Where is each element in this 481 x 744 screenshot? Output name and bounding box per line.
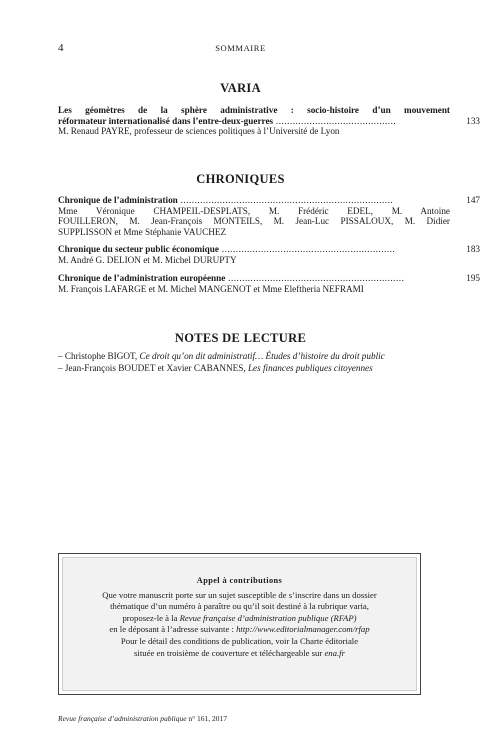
entry-authors: FOUILLERON, M. Jean-François MONTEILS, M. Jean-Luc PISSALOUX, M. Didier	[58, 216, 450, 227]
running-header: SOMMAIRE	[215, 43, 266, 53]
entry-title-line: Les géomètres de la sphère administrative : socio-histoire d’un mouvement	[58, 105, 450, 115]
toc-entry-chronique-europeenne[interactable]	[58, 273, 480, 294]
toc-entry-varia[interactable]	[58, 105, 480, 137]
entry-page-number: 183	[466, 244, 480, 254]
dot-leader: ...........................................	[273, 115, 397, 126]
note-work: Les finances publiques citoyennes	[247, 363, 373, 374]
page-number: 4	[58, 42, 64, 54]
entry-title: Chronique de l’administration européenne ............................................................... 195	[58, 273, 480, 283]
entry-page-number: 133	[466, 115, 480, 126]
note-author: – Christophe BIGOT,	[58, 351, 140, 361]
entry-title: Chronique du secteur public économique .............................................................. 183	[58, 244, 480, 254]
note-work: Ce droit qu’on dit administratif… Études d’histoire du droit public	[139, 351, 385, 361]
note-item[interactable]	[58, 362, 458, 374]
callout-line: thématique d’un numéro à paraître ou qu’il soit destiné à la rubrique varia,	[110, 601, 369, 612]
submission-link[interactable]: http://www.editorialmanager.com/rfap	[236, 624, 370, 635]
website-link[interactable]: ena.fr	[324, 647, 345, 658]
callout-heading: Appel à contributions	[196, 576, 283, 585]
entry-authors: M. François LAFARGE et M. Michel MANGENOT et Mme Eleftheria NEFRAMI	[58, 283, 364, 294]
section-heading-notes: NOTES DE LECTURE	[174, 331, 307, 345]
dot-leader: ...............................................................	[225, 273, 405, 283]
entry-page-number: 147	[466, 195, 480, 205]
toc-entry-chronique-secteur-public[interactable]	[58, 244, 480, 265]
entry-authors: M. André G. DELION et M. Michel DURUPTY	[58, 254, 237, 265]
call-for-contributions	[62, 557, 417, 691]
callout-line: Pour le détail des conditions de publication, voir la Charte éditoriale	[120, 635, 359, 646]
entry-author: M. Renaud PAYRE, professeur de sciences politiques à l’Université de Lyon	[58, 126, 340, 137]
journal-name: Revue française d’administration publique (RFAP)	[179, 612, 357, 623]
entry-page-number: 195	[466, 273, 480, 283]
entry-authors: SUPPLISSON et Mme Stéphanie VAUCHEZ	[58, 226, 227, 237]
entry-title: Chronique de l’administration ............................................................................ 147	[58, 195, 480, 205]
dot-leader: ..............................................................	[218, 244, 396, 254]
dot-leader: ............................................................................	[177, 195, 394, 205]
section-heading-varia: VARIA	[220, 81, 261, 95]
section-heading-chroniques: CHRONIQUES	[196, 172, 285, 186]
callout-line: située en troisième de couverture et téléchargeable sur ena.fr	[134, 647, 345, 658]
toc-entry-chronique-administration[interactable]	[58, 195, 480, 237]
callout-line: proposez-le à la Revue française d’administration publique (RFAP)	[122, 612, 357, 623]
entry-title-line: réformateur internationalisé dans l’entre-deux-guerres ........................................... 133	[58, 115, 480, 126]
notes-list	[58, 350, 458, 375]
callout-line: Que votre manuscrit porte sur un sujet susceptible de s’inscrire dans un dossier	[102, 589, 377, 600]
note-author: – Jean-François BOUDET et Xavier CABANNES,	[58, 363, 248, 374]
note-item[interactable]	[58, 350, 458, 362]
entry-authors: Mme Véronique CHAMPEIL-DESPLATS, M. Frédéric EDEL, M. Antoine	[58, 205, 450, 216]
page-footer: Revue française d’administration publique n° 161, 2017	[58, 714, 228, 723]
callout-line: en le déposant à l’adresse suivante : http://www.editorialmanager.com/rfap	[109, 624, 370, 635]
